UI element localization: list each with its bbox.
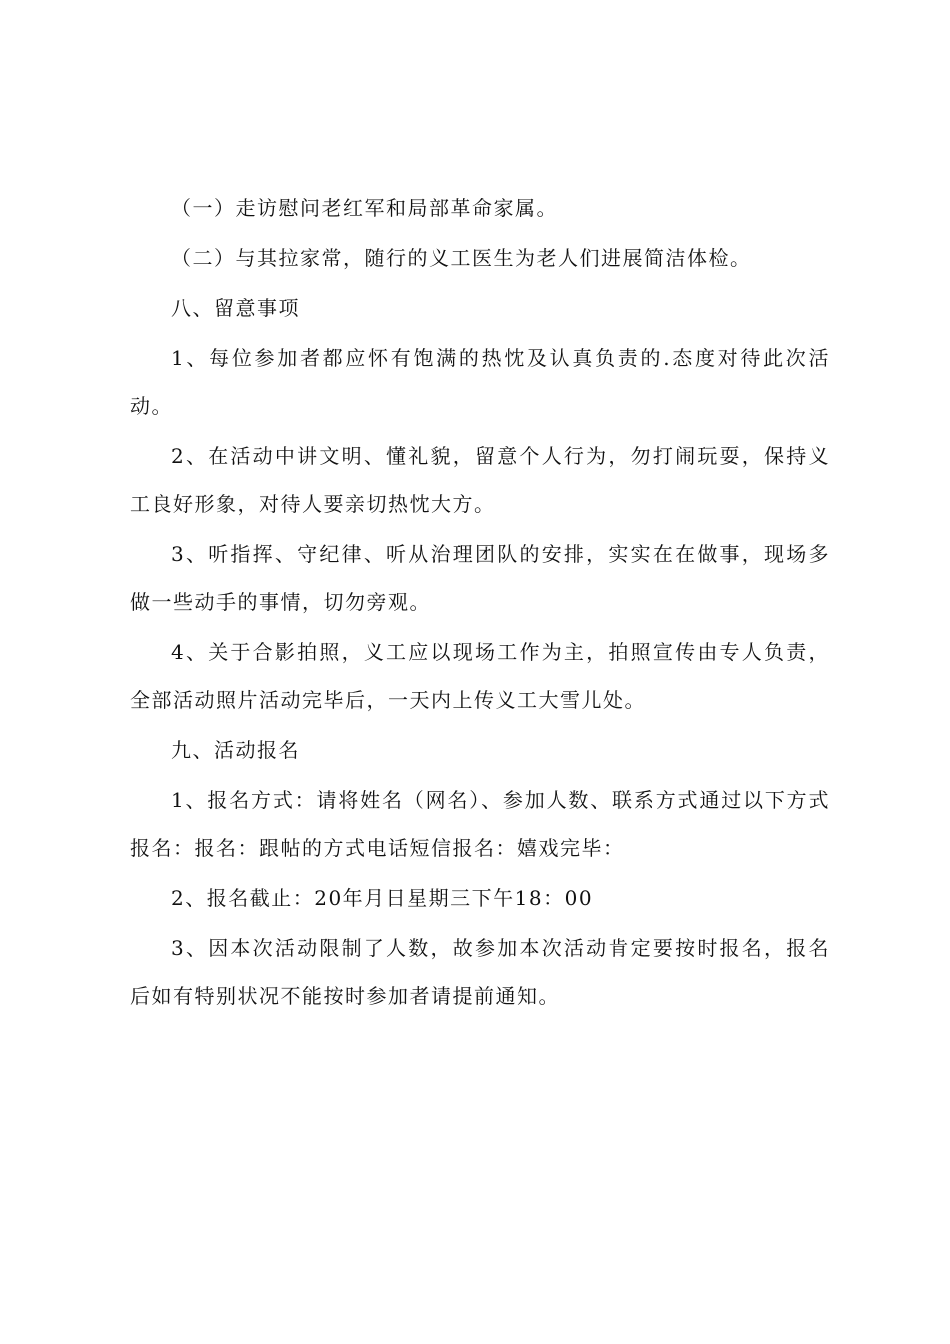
paragraph-visit-veterans: （一）走访慰问老红军和局部革命家属。 — [171, 196, 558, 220]
section-heading-notes: 八、留意事项 — [171, 296, 300, 320]
paragraph-registration-1: 1、报名方式：请将姓名（网名）、参加人数、联系方式通过以下方式报名：报名：跟帖的方式电话短信报名：嬉戏完毕： — [130, 788, 830, 860]
paragraph-note-3: 3、听指挥、守纪律、听从治理团队的安排，实实在在做事，现场多做一些动手的事情，切勿旁观。 — [130, 542, 830, 614]
paragraph-health-check: （二）与其拉家常，随行的义工医生为老人们进展简洁体检。 — [171, 246, 752, 270]
paragraph-registration-2: 2、报名截止：20年月日星期三下午18：00 — [171, 886, 594, 910]
section-heading-registration: 九、活动报名 — [171, 738, 300, 762]
document-body — [130, 184, 830, 1022]
paragraph-registration-3: 3、因本次活动限制了人数，故参加本次活动肯定要按时报名，报名后如有特别状况不能按时参加者请提前通知。 — [130, 936, 830, 1008]
paragraph-note-4: 4、关于合影拍照，义工应以现场工作为主，拍照宣传由专人负责，全部活动照片活动完毕后，一天内上传义工大雪儿处。 — [130, 640, 830, 712]
paragraph-note-2: 2、在活动中讲文明、懂礼貌，留意个人行为，勿打闹玩耍，保持义工良好形象，对待人要亲切热忱大方。 — [130, 444, 830, 516]
paragraph-note-1: 1、每位参加者都应怀有饱满的热忱及认真负责的.态度对待此次活动。 — [130, 346, 830, 418]
